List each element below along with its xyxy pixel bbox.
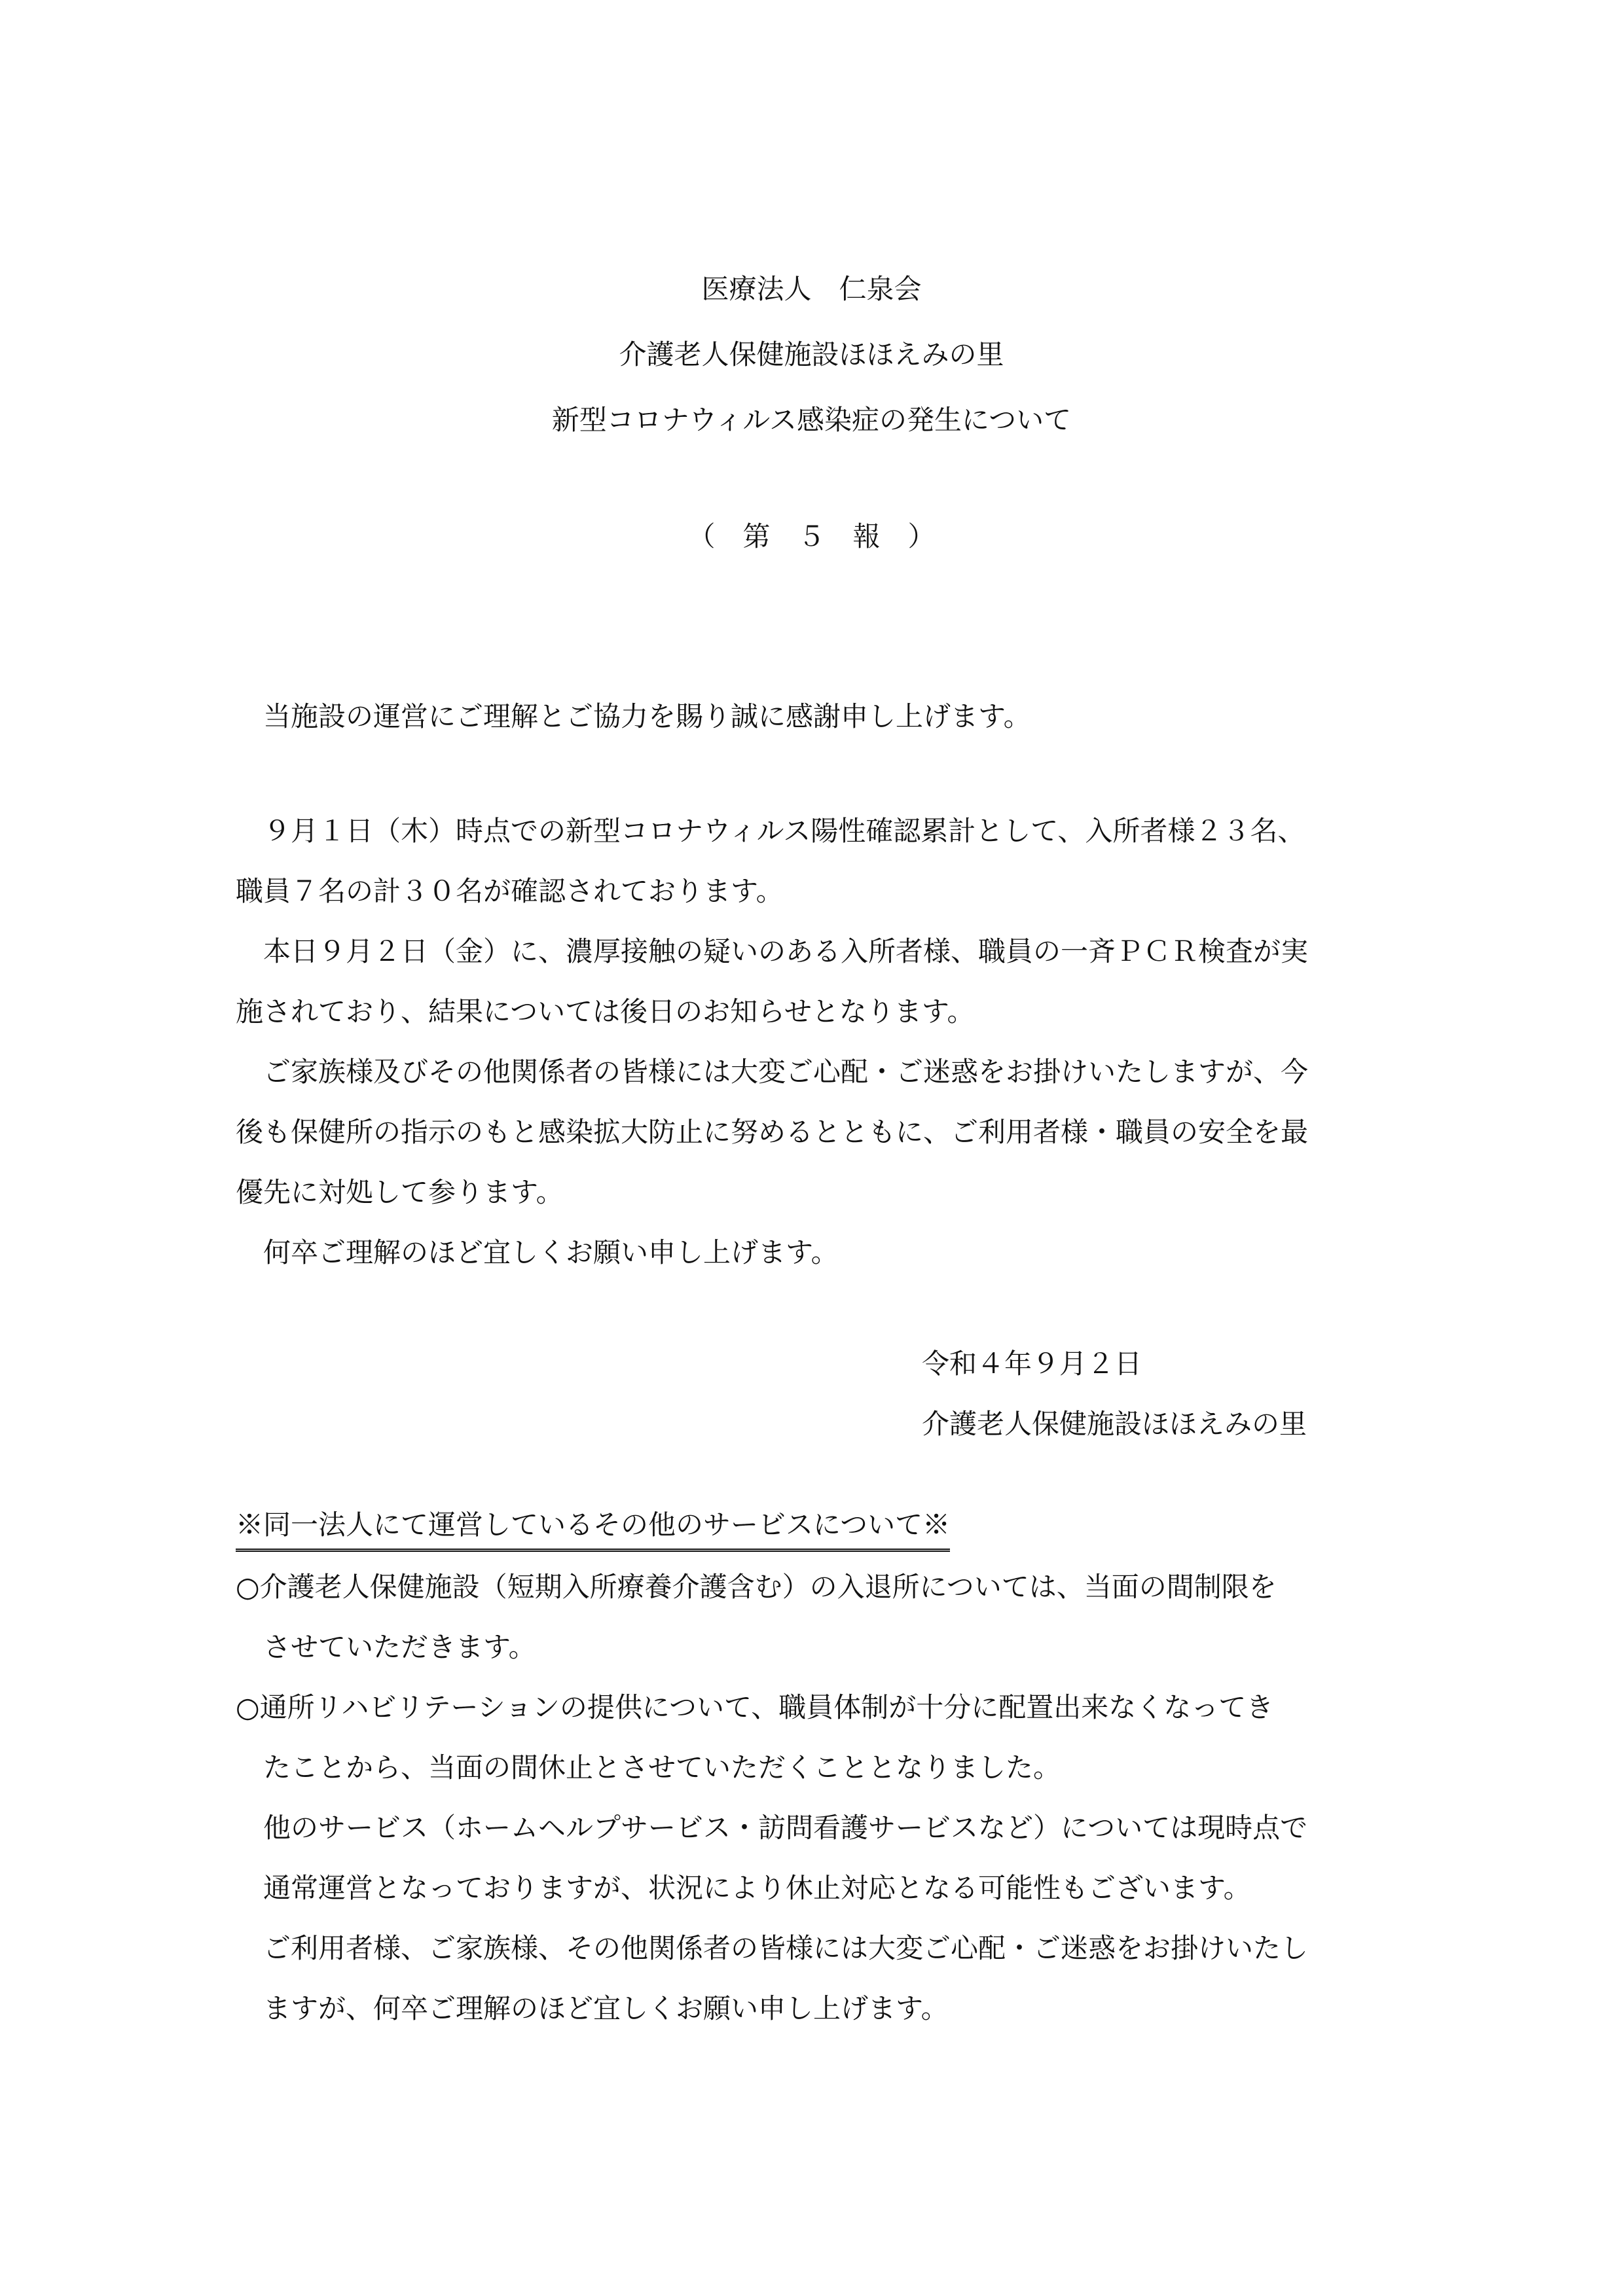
greeting-line: 当施設の運営にご理解とご協力を賜り誠に感謝申し上げます。 <box>263 700 1031 732</box>
issue-date: 令和４年９月２日 <box>922 1348 1142 1380</box>
para1-line1: ９月１日（木）時点での新型コロナウィルス陽性確認累計として、入所者様２３名、 <box>263 815 1305 847</box>
para3-line3: 優先に対処して参ります。 <box>236 1176 564 1208</box>
notice-item2-line1: ○通所リハビリテーションの提供について、職員体制が十分に配置出来なくなってき <box>236 1691 1274 1723</box>
signature-facility: 介護老人保健施設ほほえみの里 <box>922 1408 1307 1440</box>
org-name: 医療法人 仁泉会 <box>701 273 922 305</box>
para2-line2: 施されており、結果については後日のお知らせとなります。 <box>236 996 975 1028</box>
closing-line: 何卒ご理解のほど宜しくお願い申し上げます。 <box>263 1236 839 1268</box>
para3-line2: 後も保健所の指示のもと感染拡大防止に努めるとともに、ご利用者様・職員の安全を最 <box>236 1116 1309 1148</box>
notice-heading: ※同一法人にて運営しているその他のサービスについて※ <box>236 1505 950 1552</box>
facility-name: 介護老人保健施設ほほえみの里 <box>619 338 1004 370</box>
notice-item2-line4: 通常運営となっておりますが、状況により休止対応となる可能性もございます。 <box>263 1872 1251 1904</box>
para3-line1: ご家族様及びその他関係者の皆様には大変ご心配・ご迷惑をお掛けいたしますが、今 <box>263 1056 1309 1088</box>
notice-item2-line2: たことから、当面の間休止とさせていただくこととなりました。 <box>263 1751 1061 1784</box>
notice-item1-line1: ○介護老人保健施設（短期入所療養介護含む）の入退所については、当面の間制限を <box>236 1571 1277 1603</box>
para1-line2: 職員７名の計３０名が確認されております。 <box>236 875 784 907</box>
notice-item2-line6: ますが、何卒ご理解のほど宜しくお願い申し上げます。 <box>263 1992 949 2024</box>
notice-item2-line5: ご利用者様、ご家族様、その他関係者の皆様には大変ご心配・ご迷惑をお掛けいたし <box>263 1932 1309 1964</box>
para2-line1: 本日９月２日（金）に、濃厚接触の疑いのある入所者様、職員の一斉ＰＣＲ検査が実 <box>263 935 1309 967</box>
notice-item1-line2: させていただきます。 <box>263 1631 536 1663</box>
report-number: （ 第 ５ 報 ） <box>687 520 936 552</box>
document-title: 新型コロナウィルス感染症の発生について <box>551 404 1072 436</box>
notice-item2-line3: 他のサービス（ホームヘルプサービス・訪問看護サービスなど）については現時点で <box>263 1812 1308 1844</box>
